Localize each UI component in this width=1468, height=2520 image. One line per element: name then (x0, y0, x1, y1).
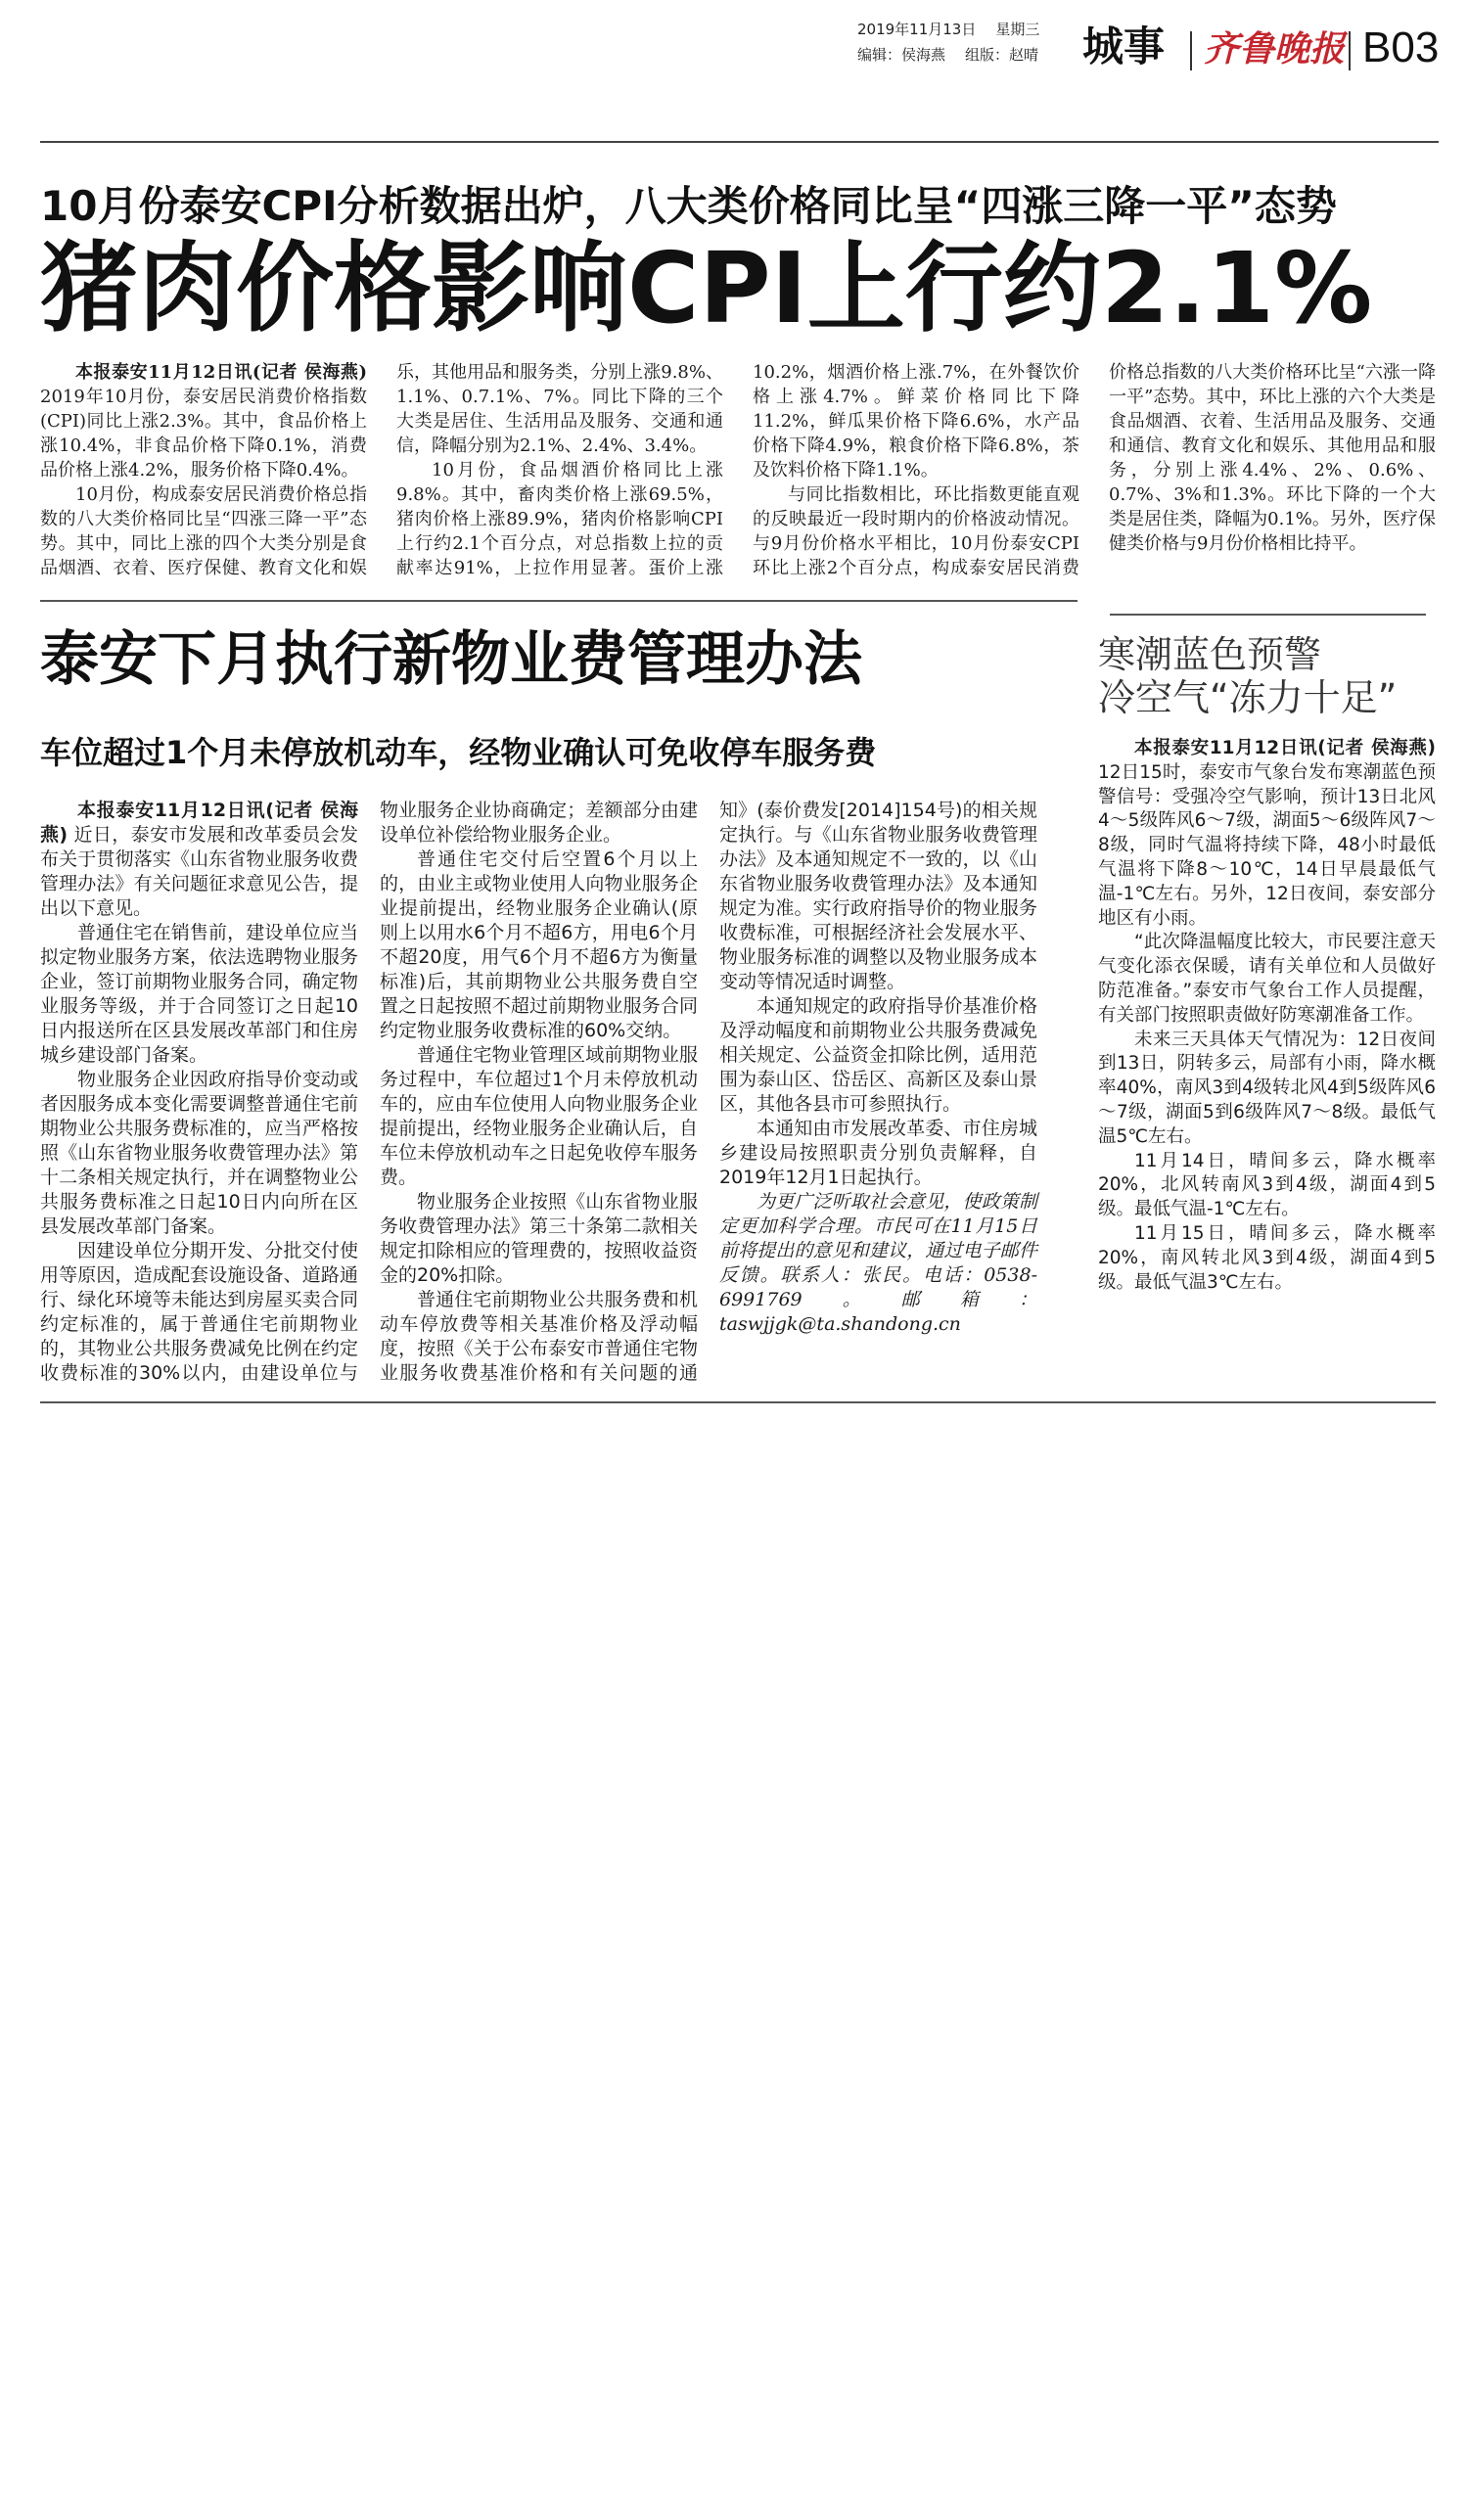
article-paragraph: 普通住宅前期物业公共服务费和机动车停放费等相关基准价格及浮动幅度，按照《关于公布泰安市普通住宅物业服务收费基准价格和有关问题的通知》(泰价费发[2014]154号)的相关规定执行。与《山东省物业服务收费管理办法》及本通知规定不一致的，以《山东省物业服务收费管理办法》及本通知规定为准。实行政府指导价的物业服务收费标准，可根据经济社会发展水平、物业服务标准的调整以及物业服务成本变动等情况适时调整。 (380, 799, 1037, 1384)
article-paragraph: 11月15日，晴间多云，降水概率20%，南风转北风3到4级，湖面4到5级。最低气温3℃左右。 (1098, 1222, 1436, 1293)
article-paragraph: 10月份，食品烟酒价格同比上涨9.8%。其中，畜肉类价格上涨69.5%，猪肉价格上涨89.9%，猪肉价格影响CPI上行约2.1个百分点，对总指数上拉的贡献率达91%，上拉作用显著。蛋价上涨10.2%，烟酒价格上涨.7%，在外餐饮价格上涨4.7%。鲜菜价格同比下降11.2%，鲜瓜果价格下降6.6%，水产品价格下降4.9%，粮食价格下降6.8%，茶及饮料价格下降1.1%。 (396, 362, 1079, 578)
section-title: 城事 (1082, 23, 1166, 70)
property-fee-article (40, 602, 1037, 1386)
article-body (40, 360, 1436, 580)
article-paragraph (1098, 737, 1436, 931)
editor-credits (857, 45, 1038, 65)
article-paragraph: 本通知由市发展改革委、市住房城乡建设局按照职责分别负责解释，自2019年12月1日起执行。 (719, 1117, 1037, 1188)
issue-date-text: 2019年11月13日 (857, 21, 977, 38)
page-number: B03 (1362, 23, 1440, 71)
article-paragraph: 10月份，构成泰安居民消费价格总指数的八大类价格同比呈“四涨三降一平”态势。其中，同比上涨的四个大类分别是食品烟酒、衣着、医疗保健、教育文化和娱乐，其他用品和服务类，分别上涨9.8%、1.1%、0.7.1%、7%。同比下降的三个大类是居住、生活用品及服务、交通和通信，降幅分别为2.1%、2.4%、3.4%。 (40, 362, 723, 578)
newspaper-logo: 齐鲁晚报 (1204, 28, 1346, 69)
article-body (1098, 737, 1436, 1295)
article-paragraph: 未来三天具体天气情况为：12日夜间到13日，阴转多云，局部有小雨，降水概率40%，南风3到4级转北风4到5级阵风6～7级，湖面5到6级阵风7～8级。最低气温5℃左右。 (1098, 1029, 1436, 1147)
dateline: 本报泰安11月12日讯(记者 侯海燕) (1134, 738, 1436, 758)
paragraph-text: 12日15时，泰安市气象台发布寒潮蓝色预警信号：受强冷空气影响，预计13日北风4～5级阵风6～7级，湖面5～6级阵风7～8级，同时气温将持续下降，48小时最低气温将下降8～10℃，14日早晨最低气温-1℃左右。另外，12日夜间，泰安部分地区有小雨。 (1098, 761, 1436, 929)
weather-headline-line2: 冷空气“冻力十足” (1098, 676, 1398, 719)
layout-editor-name: 组版：赵晴 (965, 46, 1039, 64)
dateline: 本报泰安11月12日讯(记者 侯海燕) (40, 799, 358, 846)
editor-name: 编辑：侯海燕 (857, 46, 946, 64)
article-headline: 泰安下月执行新物业费管理办法 (40, 625, 862, 694)
lower-stories (40, 602, 1436, 1386)
article-paragraph: 本通知规定的政府指导价基准价格及浮动幅度和前期物业公共服务费减免相关规定、公益资金扣除比例，适用范围为泰山区、岱岳区、高新区及泰山景区，其他各县市可参照执行。 (719, 994, 1037, 1115)
article-paragraph (40, 360, 367, 482)
paragraph-text: 近日，泰安市发展和改革委员会发布关于贯彻落实《山东省物业服务收费管理办法》有关问题征求意见公告，提出以下意见。 (40, 823, 358, 919)
cold-wave-article (1098, 602, 1436, 1295)
masthead-divider (1349, 31, 1351, 70)
weather-headline-line1: 寒潮蓝色预警 (1098, 633, 1322, 676)
article-body (40, 799, 1037, 1386)
article-headline: 猪肉价格影响CPI上行约2.1% (40, 235, 1373, 343)
masthead-rule (40, 141, 1439, 143)
article-paragraph: “此次降温幅度比较大，市民要注意天气变化添衣保暖，请有关单位和人员做好防范准备。”泰安市气象台工作人员提醒，有关部门按照职责做好防寒潮准备工作。 (1098, 932, 1436, 1026)
article-paragraph: 物业服务企业因政府指导价变动或者因服务成本变化需要调整普通住宅前期物业公共服务费标准的，应当严格按照《山东省物业服务收费管理办法》第十二条相关规定执行，并在调整物业公共服务费标准之日起10日内向所在区县发展改革部门备案。 (40, 1068, 358, 1237)
dateline: 本报泰安11月12日讯(记者 侯海燕) (75, 362, 367, 383)
article-paragraph: 11月14日，晴间多云，降水概率20%，北风转南风3到4级，湖面4到5级。最低气温-1℃左右。 (1098, 1150, 1436, 1220)
cpi-article (40, 182, 1436, 580)
article-kicker: 10月份泰安CPI分析数据出炉，八大类价格同比呈“四涨三降一平”态势 (40, 182, 1337, 230)
weather-top-rule (1110, 614, 1426, 616)
article-paragraph (40, 799, 358, 921)
issue-date (857, 20, 1039, 39)
paragraph-text: 2019年10月份，泰安居民消费价格指数(CPI)同比上涨2.3%。其中，食品价格上涨10.4%，非食品价格下降0.1%，消费品价格上涨4.2%，服务价格下降0.4%。 (40, 387, 367, 481)
article-paragraph: 物业服务企业按照《山东省物业服务收费管理办法》第三十条第二款相关规定扣除相应的管理费的，按照收益资金的20%扣除。 (380, 1190, 698, 1286)
article-paragraph: 因建设单位分期开发、分批交付使用等原因，造成配套设施设备、道路通行、绿化环境等未能达到房屋买卖合同约定标准的，属于普通住宅前期物业的，其物业公共服务费减免比例在约定收费标准的30%以内，由建设单位与物业服务企业协商确定；差额部分由建设单位补偿给物业服务企业。 (40, 799, 698, 1384)
page-content (40, 147, 1436, 1403)
article-paragraph: 普通住宅交付后空置6个月以上的，由业主或物业使用人向物业服务企业提前提出，经物业服务企业确认(原则上以用水6个月不超6方，用电6个月不超20度，用气6个月不超6方为衡量标准)后，其前期物业公共服务费自空置之日起按照不超过前期物业服务合同约定物业服务收费标准的60%交纳。 (380, 848, 698, 1041)
masthead-divider (1190, 31, 1192, 70)
article-paragraph: 普通住宅在销售前，建设单位应当拟定物业服务方案，依法选聘物业服务企业，签订前期物业服务合同，确定物业服务等级，并于合同签订之日起10日内报送所在区县发展改革部门和住房城乡建设部门备案。 (40, 921, 358, 1066)
article-paragraph: 普通住宅物业管理区域前期物业服务过程中，车位超过1个月未停放机动车的，应由车位使用人向物业服务企业提前提出，经物业服务企业确认后，自车位未停放机动车之日起免收停车服务费。 (380, 1043, 698, 1188)
page-bottom-rule (40, 1401, 1436, 1403)
issue-weekday: 星期三 (995, 21, 1040, 38)
contact-note: 为更广泛听取社会意见，使政策制定更加科学合理。市民可在11月15日前将提出的意见和建议，通过电子邮件反馈。联系人：张民。电话：0538-6991769。邮箱：taswjjgk@ta.shandong.cn (719, 1190, 1037, 1335)
article-paragraph: 与同比指数相比，环比指数更能直观的反映最近一段时期内的价格波动情况。与9月份价格水平相比，10月份泰安CPI环比上涨2个百分点，构成泰安居民消费价格总指数的八大类价格环比呈“六涨一降一平”态势。其中，环比上涨的六个大类是食品烟酒、衣着、生活用品及服务、交通和通信、教育文化和娱乐、其他用品和服务，分别上涨4.4%、2%、0.6%、0.7%、3%和1.3%。环比下降的一个大类是居住类，降幅为0.1%。另外，医疗保健类价格与9月份价格相比持平。 (753, 362, 1436, 578)
article-subheadline: 车位超过1个月未停放机动车，经物业确认可免收停车服务费 (40, 734, 877, 772)
